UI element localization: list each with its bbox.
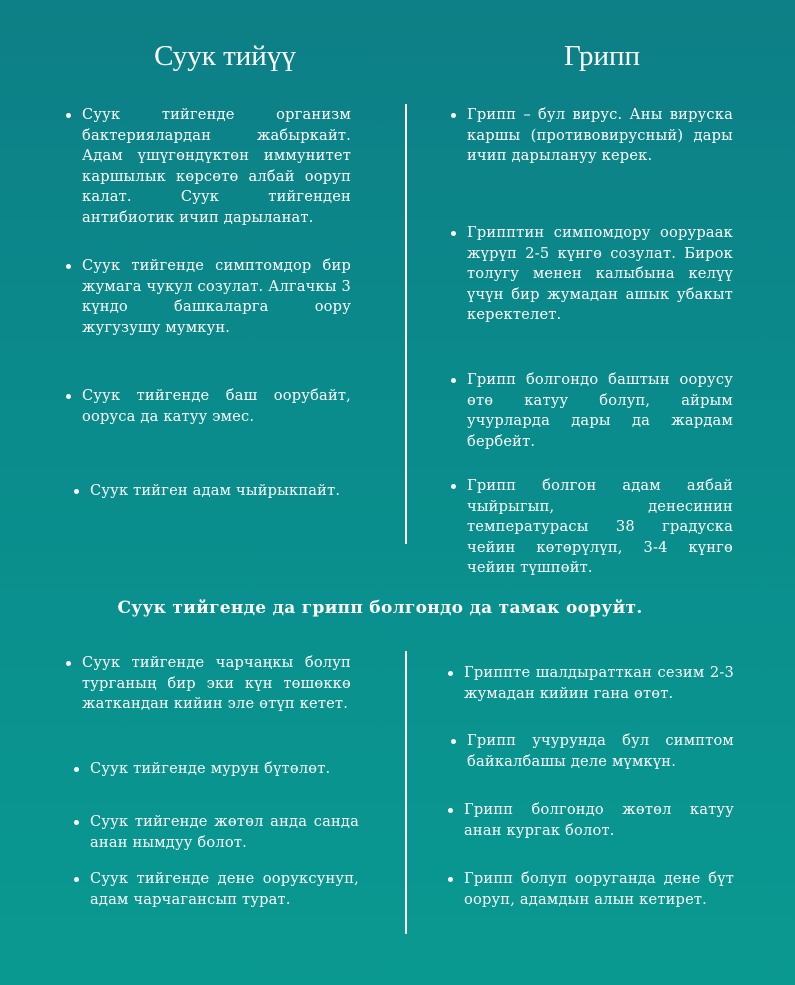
flu-item-3: Грипп болгондо баштын оорусу өтө катуу болуп, айрым учурларда дары да жардам бербейт.: [467, 370, 733, 452]
flu-item-2: Грипптин симпомдору оорураак жүрүп 2-5 күнгө созулат. Бирок толугу менен калыбына келүү үчүн бир жумадан ашык убакыт керектелет.: [467, 223, 733, 326]
flu2-item-1: Гриппте шалдыратткан сезим 2-3 жумадан кийин гана өтөт.: [464, 663, 734, 704]
cold2-item-2: Суук тийгенде мурун бүтөлөт.: [90, 759, 359, 780]
flu2-item-4: Грипп болуп ооруганда дене бүт ооруп, адамдын алын кетирет.: [464, 869, 734, 910]
cold2-item-1: Суук тийгенде чарчаңкы болуп турганың бир эки күн төшөккө жаткандан кийин эле өтүп кетет.: [82, 653, 351, 715]
flu-item-1: Грипп – бул вирус. Аны вируска каршы (противовирусный) дары ичип дарылануу керек.: [467, 105, 733, 167]
flu2-item-3: Грипп болгондо жөтөл катуу анан кургак болот.: [464, 800, 734, 841]
shared-symptom-statement: Суук тийгенде да грипп болгондо да тамак ооруйт.: [117, 598, 643, 618]
cold-column-title: Суук тийүү: [154, 40, 296, 72]
cold-item-4: Суук тийген адам чыйрыкпайт.: [90, 481, 359, 502]
flu-column-title: Грипп: [564, 40, 640, 72]
flu2-item-2: Грипп учурунда бул симптом байкалбашы деле мүмкүн.: [467, 731, 734, 772]
cold-item-3: Суук тийгенде баш оорубайт, ооруса да катуу эмес.: [82, 386, 351, 427]
bottom-divider: [405, 651, 407, 934]
cold-item-1: Суук тийгенде организм бактериялардан жабыркайт. Адам үшүгөндүктөн иммунитет каршылык көрсөтө албай ооруп калат. Суук тийгенден антибиотик ичип дарыланат.: [82, 105, 351, 229]
top-divider: [405, 104, 407, 544]
cold2-item-4: Суук тийгенде дене ооруксунуп, адам чарчагансып турат.: [90, 869, 359, 910]
cold-item-2: Суук тийгенде симптомдор бир жумага чукул созулат. Алгачкы 3 күндо башкаларга оору жугузушу мумкун.: [82, 256, 351, 338]
flu-item-4: Грипп болгон адам аябай чыйрыгып, денесинин температурасы 38 градуска чейин көтөрүлүп, 3-4 күнгө чейин түшпөйт.: [467, 476, 733, 579]
cold2-item-3: Суук тийгенде жөтөл анда санда анан нымдуу болот.: [90, 812, 359, 853]
